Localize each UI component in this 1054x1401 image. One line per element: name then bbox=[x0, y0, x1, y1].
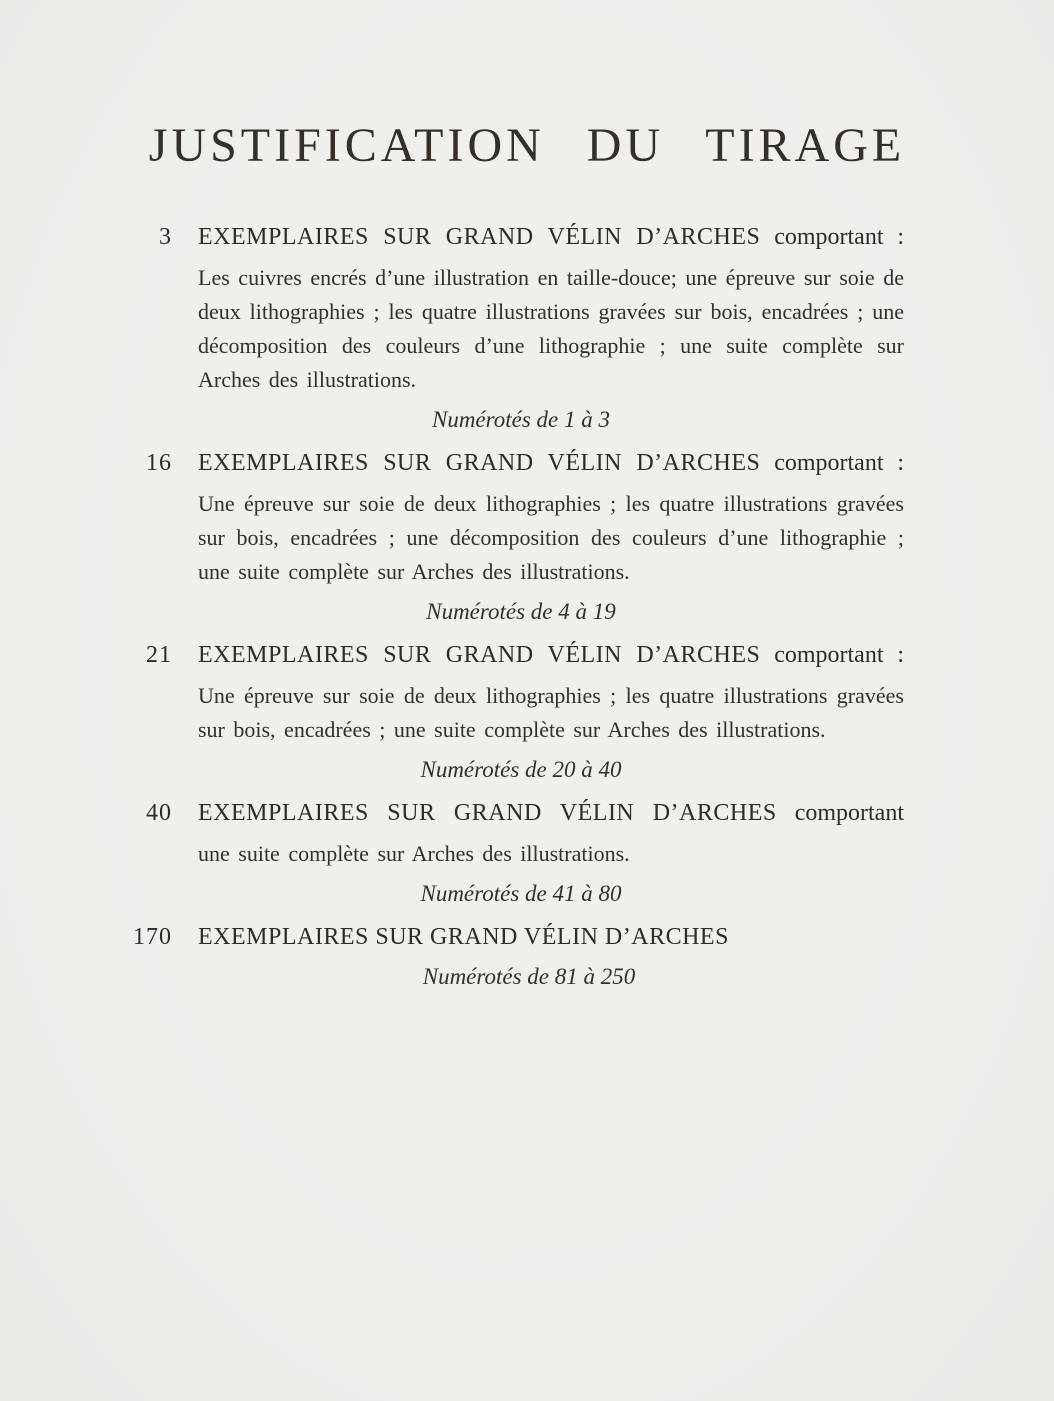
entry-heading-caps: EXEMPLAIRES SUR GRAND VÉLIN D’ARCHES bbox=[198, 450, 761, 476]
entry-heading bbox=[198, 796, 904, 830]
entry-count: 3 bbox=[159, 224, 172, 250]
entry-numbering: Numérotés de 41 à 80 bbox=[420, 881, 622, 906]
tirage-entry bbox=[124, 638, 1054, 787]
entry-count: 170 bbox=[133, 924, 172, 950]
tirage-entry bbox=[124, 220, 1054, 437]
entry-heading-caps: EXEMPLAIRES SUR GRAND VÉLIN D’ARCHES bbox=[198, 224, 761, 250]
entry-heading bbox=[198, 920, 904, 954]
entry-content bbox=[198, 220, 904, 437]
entry-count: 16 bbox=[146, 450, 172, 476]
entry-body: Une épreuve sur soie de deux lithographies ; les quatre illustrations gravées sur bois, encadrées ; une décomposition des couleurs d’une lithographie ; une suite complète sur Arches des illustrations. bbox=[198, 491, 904, 584]
entry-heading bbox=[198, 446, 904, 480]
entry-content bbox=[198, 638, 904, 787]
entry-numbering: Numérotés de 81 à 250 bbox=[422, 964, 636, 989]
entry-heading-suffix: comportant : bbox=[774, 224, 905, 250]
entry-content bbox=[198, 796, 904, 911]
tirage-entry bbox=[124, 446, 1054, 629]
entry-heading-suffix: comportant : bbox=[774, 642, 905, 668]
tirage-entry bbox=[124, 796, 1054, 911]
entry-heading-suffix: comportant bbox=[794, 800, 904, 826]
entry-body: une suite complète sur Arches des illustrations. bbox=[198, 841, 630, 866]
entry-count: 21 bbox=[146, 642, 172, 668]
entry-body: Les cuivres encrés d’une illustration en taille-douce; une épreuve sur soie de deux lithographies ; les quatre illustrations gravées sur bois, encadrées ; une décomposition des couleurs d’une lithographie ; une suite complète sur Arches des illustrations. bbox=[198, 265, 904, 392]
entry-numbering: Numérotés de 20 à 40 bbox=[420, 757, 622, 782]
entry-heading-caps: EXEMPLAIRES SUR GRAND VÉLIN D’ARCHES bbox=[198, 642, 761, 668]
entry-heading bbox=[198, 638, 904, 672]
tirage-entry bbox=[124, 920, 1054, 994]
entry-heading bbox=[198, 220, 904, 254]
entry-numbering: Numérotés de 1 à 3 bbox=[431, 407, 610, 432]
entry-heading-caps: EXEMPLAIRES SUR GRAND VÉLIN D’ARCHES bbox=[198, 924, 729, 950]
page-title: JUSTIFICATION DU TIRAGE bbox=[148, 119, 906, 172]
entry-heading-suffix: comportant : bbox=[774, 450, 905, 476]
entry-numbering: Numérotés de 4 à 19 bbox=[426, 599, 616, 624]
entry-content bbox=[198, 446, 904, 629]
entry-body: Une épreuve sur soie de deux lithographies ; les quatre illustrations gravées sur bois, encadrées ; une suite complète sur Arches des illustrations. bbox=[198, 683, 904, 742]
entry-count: 40 bbox=[146, 800, 172, 826]
entry-heading-caps: EXEMPLAIRES SUR GRAND VÉLIN D’ARCHES bbox=[198, 800, 777, 826]
entry-content bbox=[198, 920, 904, 994]
